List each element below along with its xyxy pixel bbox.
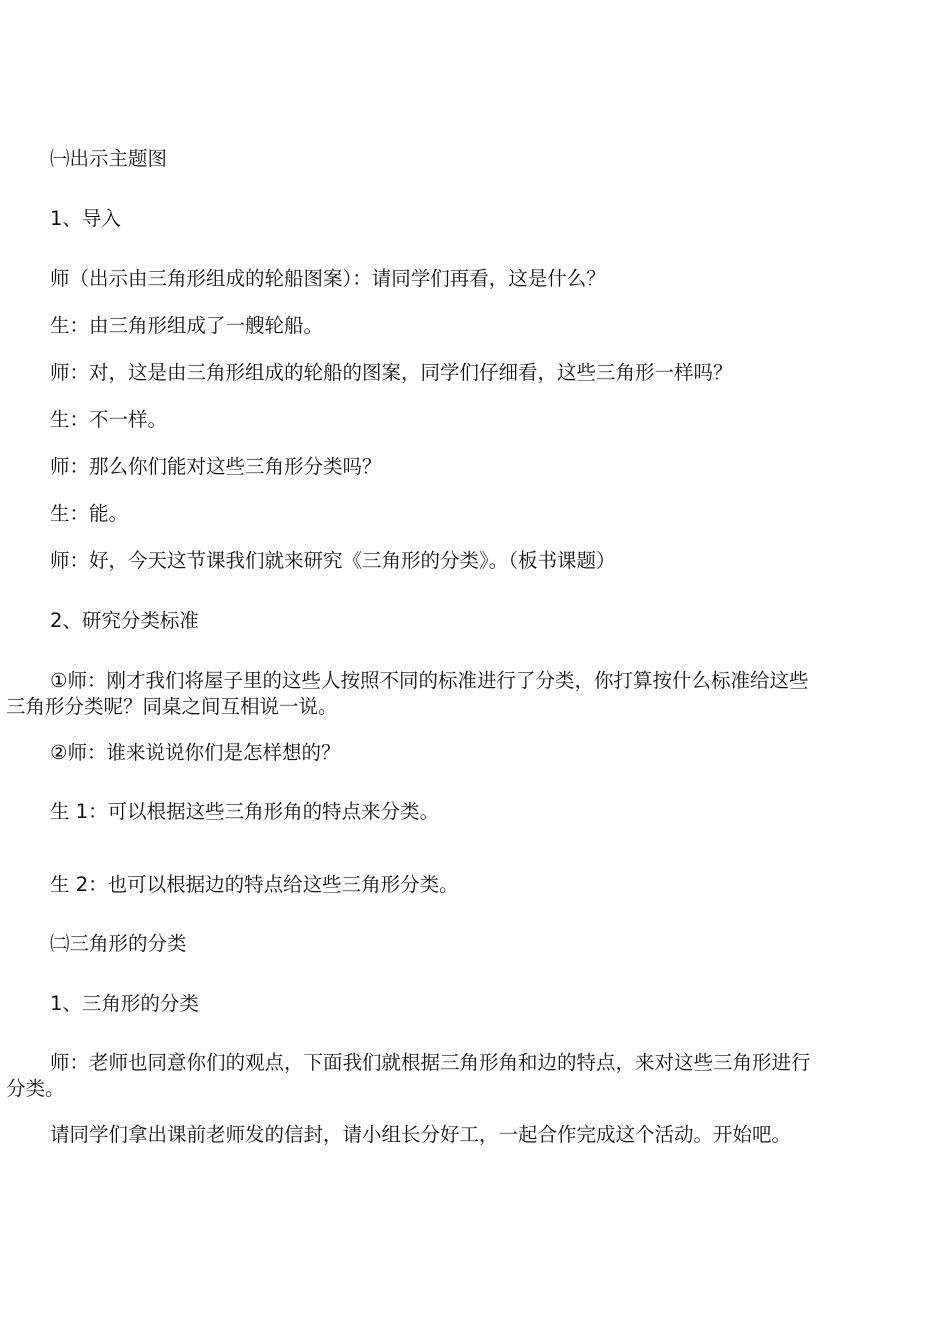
paragraph: ①师：刚才我们将屋子里的这些人按照不同的标准进行了分类，你打算按什么标准给这些三角形分类呢？同桌之间互相说一说。 — [6, 669, 809, 718]
paragraph: 师：那么你们能对这些三角形分类吗？ — [50, 455, 382, 478]
paragraph: 生 1：可以根据这些三角形角的特点来分类。 — [50, 800, 440, 823]
paragraph: 师：对，这是由三角形组成的轮船的图案，同学们仔细看，这些三角形一样吗？ — [50, 361, 733, 384]
paragraph: 请同学们拿出课前老师发的信封，请小组长分好工，一起合作完成这个活动。开始吧。 — [50, 1123, 792, 1146]
paragraph: 生：由三角形组成了一艘轮船。 — [50, 314, 324, 337]
paragraph: 师（出示由三角形组成的轮船图案）：请同学们再看，这是什么？ — [50, 267, 606, 290]
paragraph: 生 2：也可以根据边的特点给这些三角形分类。 — [50, 873, 459, 896]
subheading: 1、导入 — [50, 207, 121, 230]
paragraph: 生：不一样。 — [50, 408, 168, 431]
paragraph: 师：老师也同意你们的观点，下面我们就根据三角形角和边的特点，来对这些三角形进行分类。 — [6, 1051, 811, 1100]
subheading: 1、三角形的分类 — [50, 992, 199, 1015]
paragraph: ②师：谁来说说你们是怎样想的？ — [50, 741, 341, 764]
paragraph: 师：好，今天这节课我们就来研究《三角形的分类》。（板书课题） — [50, 549, 616, 572]
subheading: 2、研究分类标准 — [50, 609, 199, 632]
section-heading: ㈠出示主题图 — [50, 147, 168, 170]
paragraph: 生：能。 — [50, 502, 129, 525]
section-heading: ㈡三角形的分类 — [50, 932, 187, 955]
